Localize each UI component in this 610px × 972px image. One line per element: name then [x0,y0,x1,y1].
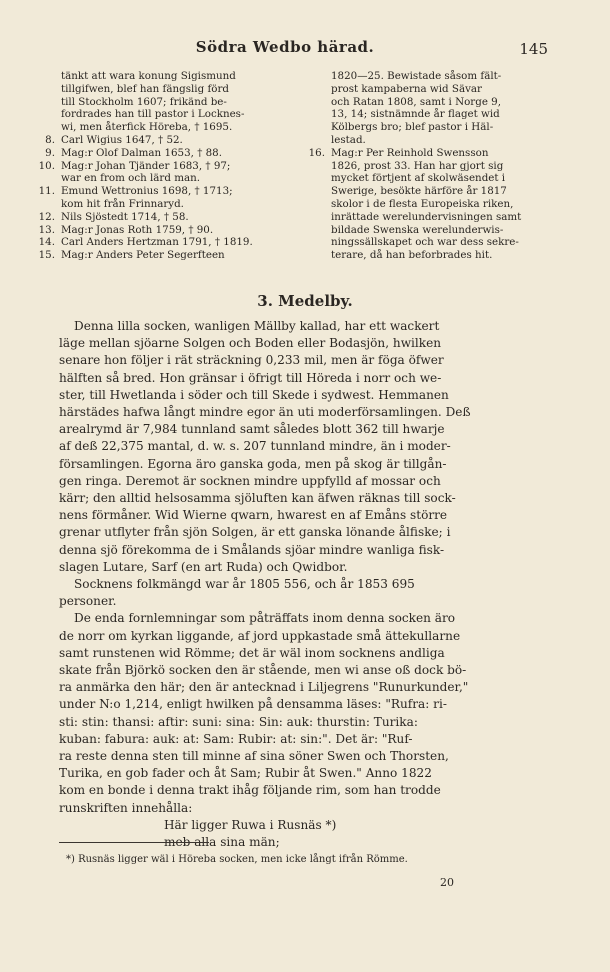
text-line: kärr; den alltid helsosamma sjöluften kan äfwen räknas till sock- [59,491,456,506]
list-item-line: Mag:r Jonas Roth 1759, † 90. [61,223,214,236]
list-item-line: Mag:r Olof Dalman 1653, † 88. [61,146,222,159]
text-line: härstädes hafwa långt mindre egor än uti moderförsamlingen. Deß [59,405,471,420]
list-item-number: 10. [38,159,55,172]
verse-line: Här ligger Ruwa i Rusnäs *) [164,817,337,832]
text-line: skate från Björkö socken den är stående, men wi anse oß dock bö- [59,663,467,678]
text-line: ster, till Hwetlanda i söder och till Skede i sydwest. Hemmanen [59,387,449,402]
text-line: Socknens folkmängd war år 1805 556, och år 1853 695 [74,577,415,592]
text-line: senare hon följer i rät sträckning 0,233 mil, men är föga öfwer [59,353,444,368]
list-item-line: prost kampaberna wid Sävar [331,82,482,95]
list-item-line: lestad. [331,133,366,146]
footnote-rule [59,842,209,843]
list-item-line: Nils Sjöstedt 1714, † 58. [61,210,189,223]
list-item-line: Mag:r Per Reinhold Swensson [331,146,489,159]
text-line: nens förmåner. Wid Wierne qwarn, hwarest en af Emåns större [59,508,448,523]
text-line: läge mellan sjöarne Solgen och Boden eller Bodasjön, hwilken [59,336,442,351]
list-item-number: 9. [45,146,55,159]
list-item-line: ningssällskapet och war dess sekre- [331,236,519,249]
list-item-number: 15. [38,249,55,262]
text-line: kom en bonde i denna trakt ihåg följande rim, som han trodde [59,783,441,798]
list-item [301,70,501,147]
list-item-number: 8. [45,133,55,146]
text-line: under N:o 1,214, enligt hwilken på densamma läses: "Rufra: ri- [59,697,447,712]
list-item-line: Kölbergs bro; blef pastor i Häl- [331,121,494,134]
list-item [31,224,289,237]
list-item [31,70,289,134]
list-item-number: 16. [308,146,325,159]
list-item-number: 14. [38,236,55,249]
list-item-line: och Ratan 1808, samt i Norge 9, [331,95,502,108]
list-item [31,160,289,186]
list-item [31,249,289,262]
text-line: församlingen. Egorna äro ganska goda, men på skog är tillgån- [59,456,447,471]
list-item-line: mycket förtjent af skolwäsendet i [331,172,506,185]
list-item-line: inrättade werelundervisningen samt [331,210,522,223]
text-line: Denna lilla socken, wanligen Mällby kallad, har ett wackert [74,319,440,333]
list-item [31,134,289,147]
text-line: hälften så bred. Hon gränsar i öfrigt till Höreda i norr och we- [59,370,442,385]
text-line: sti: stin: thansi: aftir: suni: sina: Sin: auk: thurstin: Turika: [59,714,418,729]
list-item [301,146,522,262]
list-item [31,211,289,224]
list-item-line: fordrades han till pastor i Locknes- [61,108,245,121]
list-item-number: 12. [38,210,55,223]
text-line: af deß 22,375 mantal, d. w. s. 207 tunnland mindre, än i moder- [59,439,451,454]
text-line: de norr om kyrkan liggande, af jord uppkastade små ättekullarne [59,628,461,643]
left-column [31,70,289,262]
list-item-line: till Stockholm 1607; frikänd be- [61,95,227,108]
list-item-line: skolor i de flesta Europeiska riken, [331,197,514,210]
list-item-line: war en from och lärd man. [61,172,201,185]
text-line: De enda fornlemningar som påträffats inom denna socken äro [74,611,456,626]
text-line: Turika, en gob fader och åt Sam; Rubir åt Swen." Anno 1822 [59,766,432,781]
list-item-line: wi, men återfick Höreba, † 1695. [61,121,233,134]
list-item-number: 13. [38,223,55,236]
text-line: runskriften innehålla: [59,800,193,815]
list-item-line: Carl Anders Hertzman 1791, † 1819. [61,236,253,249]
text-line: grenar utflyter från sjön Solgen, är ett ganska lönande ålfiske; i [59,525,451,540]
text-line: ra anmärka den här; den är antecknad i Liljegrens "Runurkunder," [59,680,469,695]
signature-mark: 20 [440,876,454,889]
section-title: 3. Medelby. [257,292,353,310]
list-item-line: Mag:r Anders Peter Segerfteen [61,249,225,262]
text-line: slagen Lutare, Sarf (en art Ruda) och Qwidbor. [59,559,348,574]
running-title: Södra Wedbo härad. [195,38,375,56]
right-column [301,70,522,262]
list-item-line: 13, 14; sistnämnde år flaget wid [331,108,500,121]
text-line: kuban: fabura: auk: at: Sam: Rubir: at: sin:". Det är: "Ruf- [59,731,413,746]
text-line: gen ringa. Deremot är socknen mindre uppfylld af mossar och [59,473,441,488]
page-number: 145 [519,40,548,58]
list-item-line: tillgifwen, blef han fängslig förd [61,82,229,95]
text-line: arealrymd är 7,984 tunnland samt således blott 362 till hwarje [59,422,445,437]
body-text [59,318,504,851]
list-item-line: tänkt att wara konung Sigismund [61,70,236,82]
footnote: *) Rusnäs ligger wäl i Höreba socken, men icke långt ifrån Römme. [66,854,408,865]
list-item [31,236,289,249]
list-item-line: Carl Wigius 1647, † 52. [61,133,183,146]
text-line: denna sjö förekomma de i Smålands sjöar mindre wanliga fisk- [59,542,445,557]
list-item-line: 1826, prost 33. Han har gjort sig [331,159,504,172]
list-item-line: 1820—25. Bewistade såsom fält- [331,70,502,82]
list-item-line: Emund Wettronius 1698, † 1713; [61,185,233,198]
list-item-number: 11. [38,185,55,198]
text-line: samt runstenen wid Römme; det är wäl inom socknens andliga [59,645,445,660]
text-line: personer. [59,594,117,609]
list-item-line: kom hit från Frinnaryd. [61,197,184,210]
list-item-line: Mag:r Johan Tjänder 1683, † 97; [61,159,231,172]
list-item [31,185,289,211]
list-item-line: Swerige, besökte härföre år 1817 [331,185,507,198]
list-item [31,147,289,160]
text-line: ra reste denna sten till minne af sina söner Swen och Thorsten, [59,749,449,764]
list-item-line: bildade Swenska werelunderwis- [331,223,504,236]
list-item-line: terare, då han beforbrades hit. [331,249,493,262]
verse-line: meb alla sina män; [164,835,280,850]
